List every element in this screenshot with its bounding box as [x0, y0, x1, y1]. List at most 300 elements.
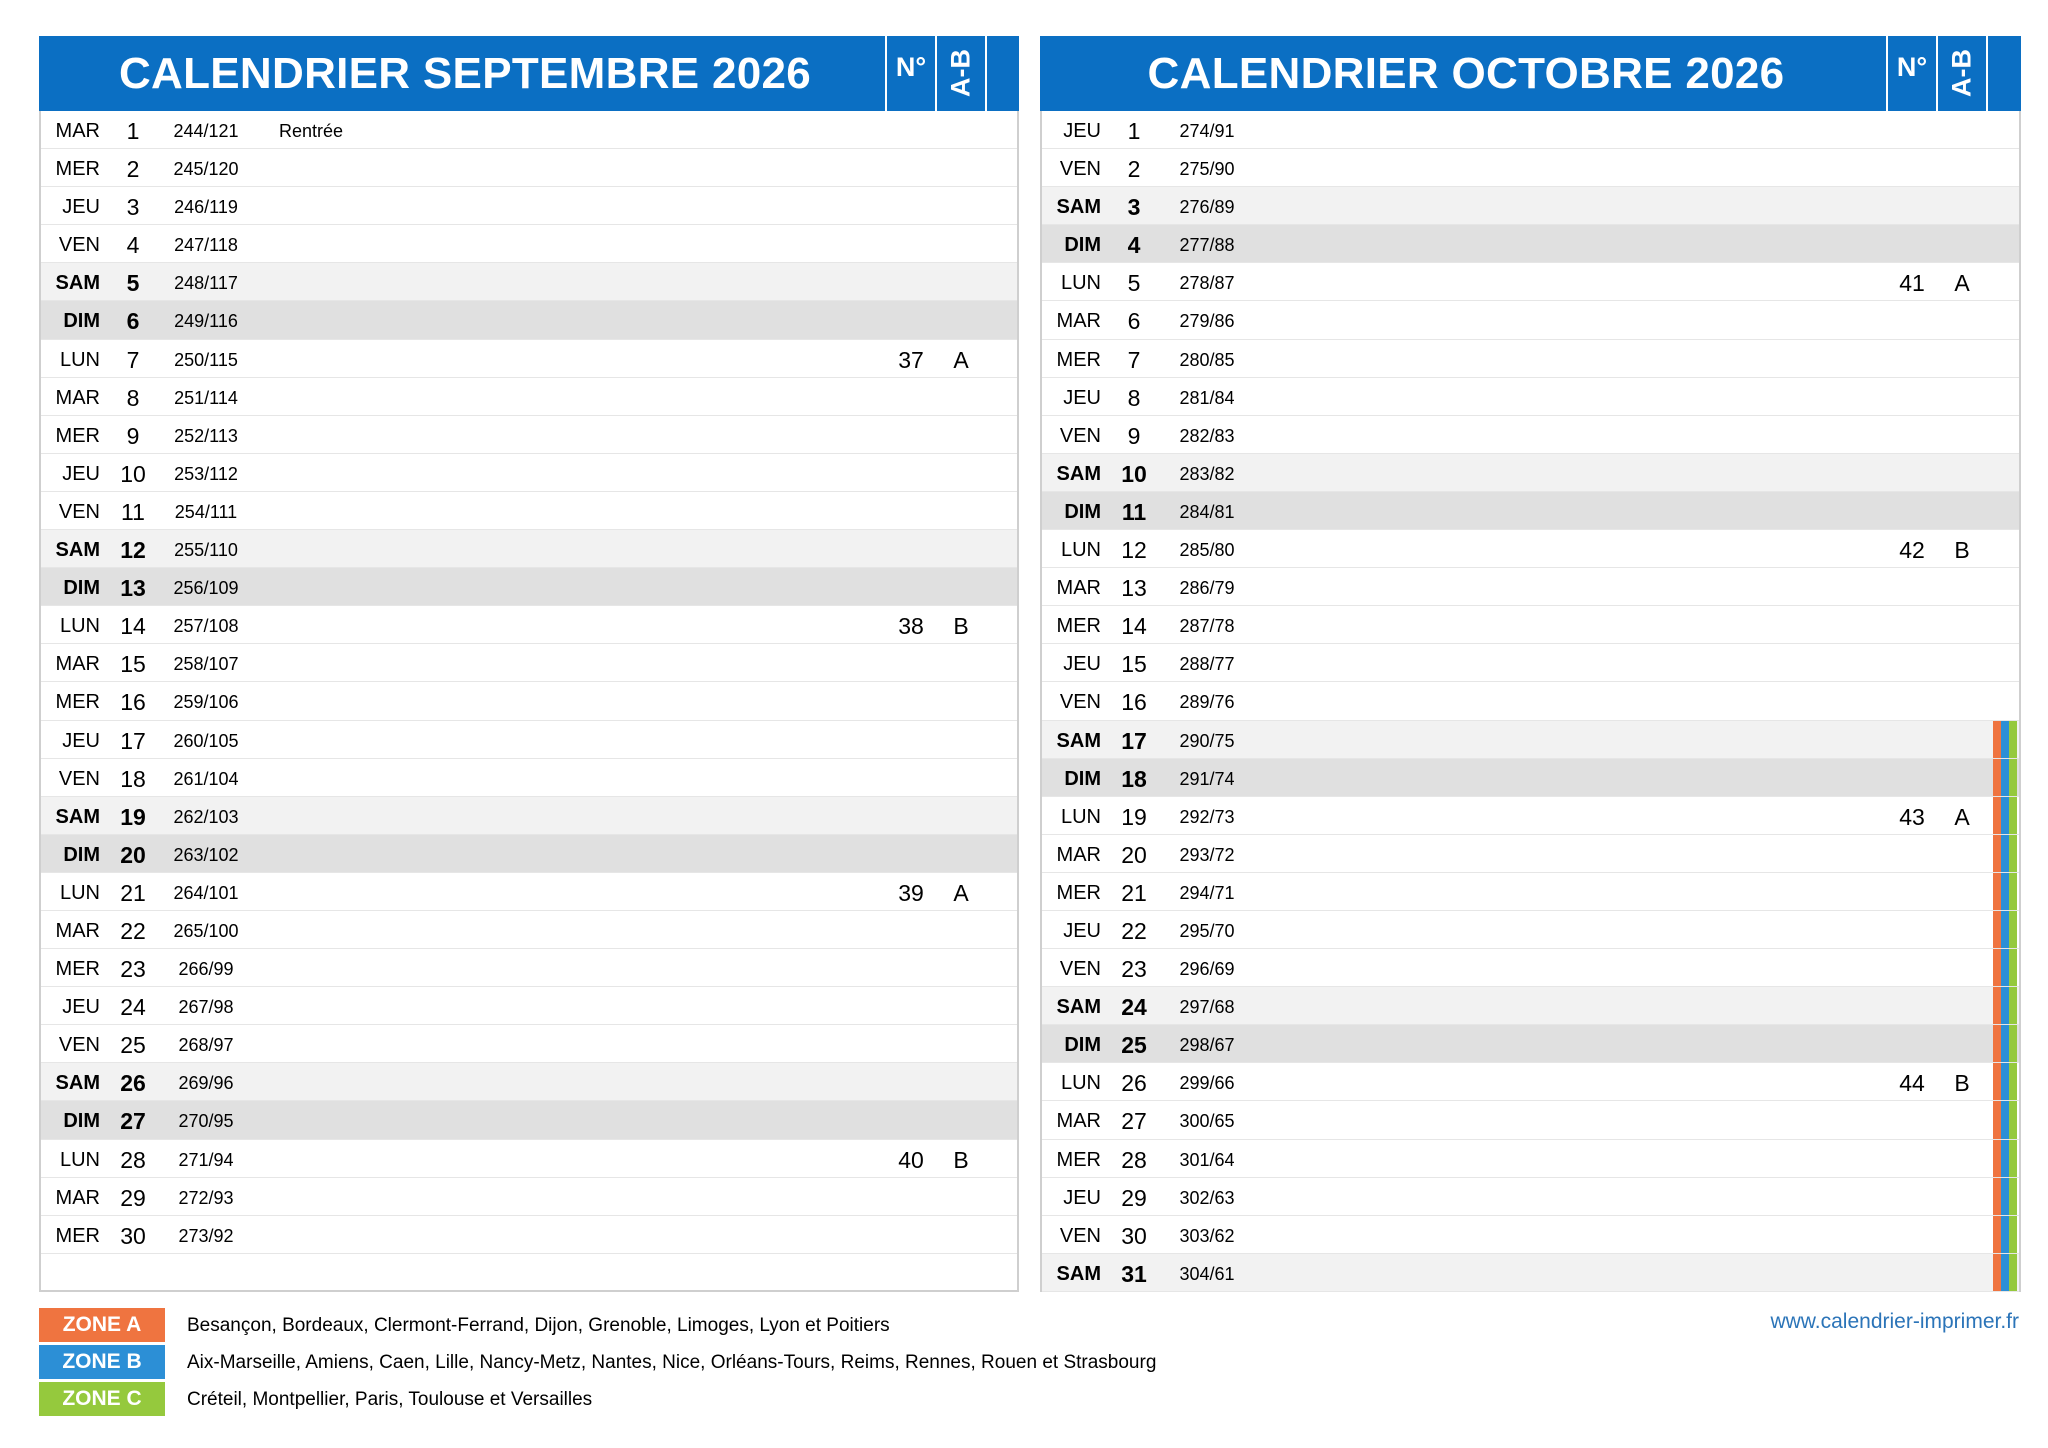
week-number: 38 [898, 613, 924, 640]
day-row [41, 759, 1017, 797]
week-number: 41 [1899, 270, 1925, 297]
day-number: 6 [126, 308, 140, 335]
day-row [1042, 263, 2019, 301]
day-number: 12 [1121, 537, 1147, 564]
day-name: MER [1056, 348, 1101, 371]
day-of-year: 244/121 [173, 121, 239, 141]
day-number: 22 [120, 917, 146, 944]
day-number: 21 [1121, 879, 1147, 906]
day-row [41, 949, 1017, 987]
day-row [41, 378, 1017, 416]
zone-c-holiday-bar [2009, 1025, 2017, 1062]
day-name: MER [55, 158, 100, 181]
zone-c-holiday-bar [2009, 759, 2017, 796]
day-number: 24 [1121, 994, 1147, 1021]
day-name: DIM [63, 1110, 100, 1133]
day-number: 2 [126, 156, 140, 183]
zone-b-cities: Aix-Marseille, Amiens, Caen, Lille, Nancy-Metz, Nantes, Nice, Orléans-Tours, Reims, Rennes, Rouen et Strasbourg [187, 1352, 1157, 1373]
day-name: VEN [58, 500, 100, 523]
day-of-year: 253/112 [174, 463, 238, 484]
calendar-title: CALENDRIER OCTOBRE 2026 [1147, 49, 1785, 98]
day-name: LUN [59, 348, 100, 371]
day-of-year: 246/119 [174, 197, 238, 218]
day-name: DIM [1064, 767, 1101, 790]
day-number: 9 [1127, 422, 1141, 449]
school-holiday-zone-bars [1989, 835, 2019, 872]
day-name: JEU [62, 729, 100, 752]
zone-a-holiday-bar [1993, 911, 2001, 948]
day-of-year: 292/73 [1179, 806, 1235, 827]
week-number: 44 [1899, 1070, 1925, 1097]
school-holiday-zone-bars [1989, 1178, 2019, 1215]
school-holiday-zone-bars [1989, 949, 2019, 986]
day-name: LUN [59, 1148, 100, 1171]
day-name: MER [55, 958, 100, 981]
day-row [1042, 1216, 2019, 1254]
day-row [41, 416, 1017, 454]
zone-a-holiday-bar [1993, 873, 2001, 910]
school-holiday-zone-bars [1989, 1254, 2019, 1291]
day-number: 24 [120, 994, 146, 1021]
day-name: MAR [55, 653, 100, 676]
day-name: MER [55, 1224, 100, 1247]
day-row [41, 568, 1017, 606]
zone-b-holiday-bar [2001, 1254, 2009, 1291]
day-number: 20 [1121, 841, 1147, 868]
header-divider [985, 36, 987, 111]
day-name: SAM [1056, 196, 1101, 219]
zone-c-holiday-bar [2009, 1254, 2017, 1291]
day-name: MAR [1056, 577, 1101, 600]
zone-b-holiday-bar [2001, 1140, 2009, 1177]
zone-a-holiday-bar [1993, 987, 2001, 1024]
day-rows [41, 111, 1017, 1254]
day-row [41, 340, 1017, 378]
day-row [41, 1101, 1017, 1139]
day-number: 10 [1121, 460, 1147, 487]
day-number: 18 [1121, 765, 1147, 792]
day-number: 14 [1121, 613, 1147, 640]
day-row [41, 835, 1017, 873]
day-name: SAM [55, 805, 100, 828]
day-row [41, 1216, 1017, 1254]
day-row [41, 644, 1017, 682]
day-name: VEN [58, 234, 100, 257]
day-number: 27 [120, 1108, 146, 1135]
day-name: DIM [63, 310, 100, 333]
day-row [1042, 1254, 2019, 1292]
day-of-year: 273/92 [178, 1225, 234, 1246]
day-number: 19 [1121, 803, 1147, 830]
day-row [41, 301, 1017, 339]
day-row [41, 987, 1017, 1025]
day-of-year: 301/64 [1179, 1149, 1235, 1170]
day-name: MER [1056, 1148, 1101, 1171]
day-of-year: 299/66 [1179, 1073, 1235, 1094]
day-of-year: 269/96 [178, 1073, 234, 1094]
school-holiday-zone-bars [1989, 1101, 2019, 1138]
day-row [41, 1140, 1017, 1178]
day-row [1042, 111, 2019, 149]
zone-a-holiday-bar [1993, 1025, 2001, 1062]
day-name: MER [1056, 881, 1101, 904]
day-row [41, 1178, 1017, 1216]
day-name: MAR [55, 919, 100, 942]
day-number: 11 [121, 498, 145, 525]
day-name: DIM [63, 577, 100, 600]
day-number: 20 [120, 841, 146, 868]
day-name: JEU [1063, 1186, 1101, 1209]
day-number: 15 [1121, 651, 1147, 678]
zone-b-holiday-bar [2001, 1025, 2009, 1062]
event-label: Rentrée [279, 121, 344, 141]
week-number: 42 [1899, 537, 1925, 564]
day-of-year: 277/88 [1179, 235, 1235, 256]
day-row [1042, 644, 2019, 682]
day-of-year: 266/99 [178, 959, 234, 980]
day-of-year: 275/90 [1179, 159, 1235, 180]
day-number: 5 [126, 270, 140, 297]
day-name: VEN [58, 767, 100, 790]
day-row [41, 682, 1017, 720]
week-number-column-header: N° [885, 36, 935, 111]
zone-a-holiday-bar [1993, 1216, 2001, 1253]
day-row [1042, 1178, 2019, 1216]
day-row [1042, 1101, 2019, 1139]
day-row [41, 721, 1017, 759]
day-number: 3 [126, 194, 140, 221]
day-row [41, 797, 1017, 835]
day-of-year: 254/111 [174, 501, 238, 522]
day-name: DIM [1064, 1034, 1101, 1057]
school-holiday-zone-bars [1989, 873, 2019, 910]
day-of-year: 260/105 [173, 730, 239, 751]
day-name: VEN [1059, 958, 1101, 981]
day-row [41, 149, 1017, 187]
day-number: 25 [1121, 1032, 1147, 1059]
day-number: 6 [1127, 308, 1141, 335]
day-number: 23 [1121, 956, 1147, 983]
day-of-year: 302/63 [1179, 1187, 1235, 1208]
day-number: 30 [1121, 1222, 1147, 1249]
day-number: 14 [120, 613, 146, 640]
day-of-year: 270/95 [178, 1111, 234, 1132]
day-number: 28 [120, 1146, 146, 1173]
day-name: MER [55, 691, 100, 714]
school-holiday-zone-bars [1989, 1216, 2019, 1253]
day-number: 21 [120, 879, 146, 906]
day-row [1042, 149, 2019, 187]
day-number: 4 [1127, 232, 1141, 259]
day-name: MAR [1056, 1110, 1101, 1133]
day-name: MAR [55, 1186, 100, 1209]
day-number: 16 [120, 689, 146, 716]
day-of-year: 278/87 [1179, 273, 1235, 294]
day-row [41, 263, 1017, 301]
day-name: MER [55, 424, 100, 447]
zone-c-holiday-bar [2009, 797, 2017, 834]
week-number: 39 [898, 879, 924, 906]
zone-a-badge: ZONE A [39, 1308, 165, 1342]
day-name: MAR [55, 386, 100, 409]
day-of-year: 247/118 [174, 235, 238, 256]
day-number: 29 [1121, 1184, 1147, 1211]
day-number: 29 [120, 1184, 146, 1211]
zone-b-holiday-bar [2001, 911, 2009, 948]
zone-a-cities: Besançon, Bordeaux, Clermont-Ferrand, Dijon, Grenoble, Limoges, Lyon et Poitiers [187, 1315, 890, 1336]
day-of-year: 271/94 [178, 1149, 234, 1170]
day-number: 31 [1121, 1260, 1147, 1287]
ab-week: B [953, 1146, 969, 1173]
zone-c-holiday-bar [2009, 949, 2017, 986]
zone-a-holiday-bar [1993, 835, 2001, 872]
day-name: LUN [59, 615, 100, 638]
day-row [1042, 492, 2019, 530]
day-of-year: 276/89 [1179, 197, 1235, 218]
day-number: 5 [1127, 270, 1141, 297]
school-holiday-zone-bars [1989, 797, 2019, 834]
day-row [1042, 835, 2019, 873]
zone-a-holiday-bar [1993, 759, 2001, 796]
day-name: JEU [1063, 919, 1101, 942]
day-row [41, 606, 1017, 644]
day-of-year: 286/79 [1179, 578, 1235, 599]
week-number: 40 [898, 1146, 924, 1173]
day-of-year: 256/109 [173, 578, 239, 599]
ab-week: B [1954, 1070, 1970, 1097]
day-of-year: 264/101 [173, 882, 239, 903]
day-number: 13 [1121, 575, 1147, 602]
day-name: VEN [1059, 1224, 1101, 1247]
day-number: 13 [120, 575, 146, 602]
week-number: 37 [898, 346, 924, 373]
calendar-title: CALENDRIER SEPTEMBRE 2026 [118, 49, 812, 98]
day-row [41, 1063, 1017, 1101]
ab-week: A [953, 879, 969, 906]
day-name: LUN [1060, 805, 1101, 828]
day-number: 15 [120, 651, 146, 678]
zone-c-badge: ZONE C [39, 1382, 165, 1416]
day-number: 4 [126, 232, 140, 259]
day-row [1042, 454, 2019, 492]
day-name: DIM [63, 843, 100, 866]
day-of-year: 272/93 [178, 1187, 234, 1208]
day-of-year: 251/114 [174, 387, 238, 408]
zone-c-holiday-bar [2009, 911, 2017, 948]
zone-a-holiday-bar [1993, 1254, 2001, 1291]
zone-a-holiday-bar [1993, 1063, 2001, 1100]
day-of-year: 268/97 [178, 1035, 234, 1056]
day-of-year: 282/83 [1179, 425, 1235, 446]
day-name: SAM [55, 1072, 100, 1095]
day-of-year: 252/113 [174, 425, 238, 446]
day-of-year: 249/116 [174, 311, 238, 332]
day-name: VEN [1059, 691, 1101, 714]
week-number-column-header: N° [1886, 36, 1936, 111]
day-number: 27 [1121, 1108, 1147, 1135]
day-number: 10 [120, 460, 146, 487]
zone-a-holiday-bar [1993, 1178, 2001, 1215]
day-row [1042, 416, 2019, 454]
zone-c-holiday-bar [2009, 835, 2017, 872]
day-number: 7 [126, 346, 140, 373]
school-holiday-zone-bars [1989, 1063, 2019, 1100]
day-of-year: 298/67 [1179, 1035, 1235, 1056]
school-holiday-zone-bars [1989, 911, 2019, 948]
ab-week: B [1954, 537, 1970, 564]
day-number: 1 [1127, 118, 1141, 144]
day-of-year: 304/61 [1179, 1263, 1235, 1284]
day-number: 8 [126, 384, 140, 411]
day-of-year: 296/69 [1179, 959, 1235, 980]
zone-b-holiday-bar [2001, 1101, 2009, 1138]
zone-c-cities: Créteil, Montpellier, Paris, Toulouse et Versailles [187, 1389, 593, 1410]
day-name: VEN [1059, 158, 1101, 181]
zone-c-holiday-bar [2009, 1101, 2017, 1138]
day-name: MER [1056, 615, 1101, 638]
day-row [41, 454, 1017, 492]
zone-b-badge: ZONE B [39, 1345, 165, 1379]
day-row [1042, 568, 2019, 606]
day-of-year: 258/107 [173, 654, 239, 675]
website-link[interactable]: www.calendrier-imprimer.fr [1770, 1310, 2019, 1333]
day-name: LUN [1060, 539, 1101, 562]
zone-c-holiday-bar [2009, 1178, 2017, 1215]
zone-a-holiday-bar [1993, 949, 2001, 986]
ab-week: A [953, 346, 969, 373]
day-row [1042, 682, 2019, 720]
zone-b-holiday-bar [2001, 987, 2009, 1024]
day-of-year: 267/98 [178, 997, 234, 1018]
day-number: 25 [120, 1032, 146, 1059]
day-number: 3 [1127, 194, 1141, 221]
day-of-year: 245/120 [173, 159, 239, 180]
day-name: SAM [1056, 996, 1101, 1019]
day-number: 18 [120, 765, 146, 792]
day-name: MAR [1056, 310, 1101, 333]
day-name: SAM [55, 272, 100, 295]
day-of-year: 265/100 [173, 920, 239, 941]
ab-week-column-header: A-B [935, 36, 985, 111]
day-row [1042, 340, 2019, 378]
day-row [1042, 187, 2019, 225]
day-of-year: 291/74 [1179, 768, 1235, 789]
day-row [41, 111, 1017, 149]
day-row [41, 530, 1017, 568]
day-row [1042, 301, 2019, 339]
ab-week: A [1954, 803, 1970, 830]
week-number: 43 [1899, 803, 1925, 830]
day-name: SAM [1056, 462, 1101, 485]
day-of-year: 263/102 [173, 844, 239, 865]
day-of-year: 294/71 [1179, 882, 1235, 903]
day-number: 9 [126, 422, 140, 449]
zone-b-holiday-bar [2001, 1216, 2009, 1253]
day-name: VEN [58, 1034, 100, 1057]
zone-b-holiday-bar [2001, 873, 2009, 910]
day-number: 26 [1121, 1070, 1147, 1097]
day-number: 11 [1121, 498, 1147, 525]
day-of-year: 285/80 [1179, 540, 1235, 561]
zone-b-holiday-bar [2001, 835, 2009, 872]
day-of-year: 257/108 [173, 616, 239, 637]
zone-b-holiday-bar [2001, 759, 2009, 796]
day-of-year: 274/91 [1179, 121, 1235, 141]
day-number: 12 [120, 537, 146, 564]
zone-b-holiday-bar [2001, 949, 2009, 986]
zone-c-holiday-bar [2009, 1216, 2017, 1253]
day-number: 19 [120, 803, 146, 830]
day-row [41, 873, 1017, 911]
day-row [41, 1025, 1017, 1063]
day-number: 8 [1127, 384, 1141, 411]
day-name: JEU [62, 196, 100, 219]
day-of-year: 250/115 [174, 349, 238, 370]
day-row [41, 187, 1017, 225]
day-name: JEU [62, 996, 100, 1019]
school-holiday-zone-bars [1989, 1025, 2019, 1062]
day-number: 2 [1127, 156, 1141, 183]
day-name: SAM [1056, 729, 1101, 752]
day-row [41, 492, 1017, 530]
day-of-year: 290/75 [1179, 730, 1235, 751]
school-holiday-zone-bars [1989, 1140, 2019, 1177]
calendar-header [1040, 36, 2021, 111]
day-row [1042, 225, 2019, 263]
day-number: 22 [1121, 917, 1147, 944]
ab-week-column-header: A-B [1936, 36, 1986, 111]
zone-a-holiday-bar [1993, 797, 2001, 834]
day-rows [1042, 111, 2019, 1292]
day-number: 17 [1121, 727, 1147, 754]
day-of-year: 255/110 [174, 540, 238, 561]
day-row [1042, 606, 2019, 644]
day-name: LUN [59, 881, 100, 904]
day-name: JEU [62, 462, 100, 485]
zone-a-holiday-bar [1993, 1140, 2001, 1177]
zone-c-holiday-bar [2009, 721, 2017, 758]
zone-b-holiday-bar [2001, 1063, 2009, 1100]
day-number: 17 [120, 727, 146, 754]
day-number: 28 [1121, 1146, 1147, 1173]
day-row [41, 225, 1017, 263]
day-of-year: 293/72 [1179, 844, 1235, 865]
day-row [1042, 721, 2019, 759]
day-of-year: 262/103 [173, 806, 239, 827]
zone-b-holiday-bar [2001, 721, 2009, 758]
day-of-year: 279/86 [1179, 311, 1235, 332]
day-name: MAR [55, 120, 100, 142]
day-row [1042, 797, 2019, 835]
zone-b-holiday-bar [2001, 797, 2009, 834]
day-row [1042, 949, 2019, 987]
day-number: 23 [120, 956, 146, 983]
day-row [1042, 378, 2019, 416]
day-name: JEU [1063, 120, 1101, 142]
day-number: 26 [120, 1070, 146, 1097]
day-row [1042, 1063, 2019, 1101]
zone-c-holiday-bar [2009, 987, 2017, 1024]
ab-week: B [953, 613, 969, 640]
school-holiday-zone-bars [1989, 759, 2019, 796]
day-of-year: 280/85 [1179, 349, 1235, 370]
day-number: 1 [126, 118, 140, 144]
day-name: JEU [1063, 653, 1101, 676]
day-of-year: 287/78 [1179, 616, 1235, 637]
day-row [1042, 1140, 2019, 1178]
day-row [1042, 873, 2019, 911]
day-of-year: 295/70 [1179, 920, 1235, 941]
